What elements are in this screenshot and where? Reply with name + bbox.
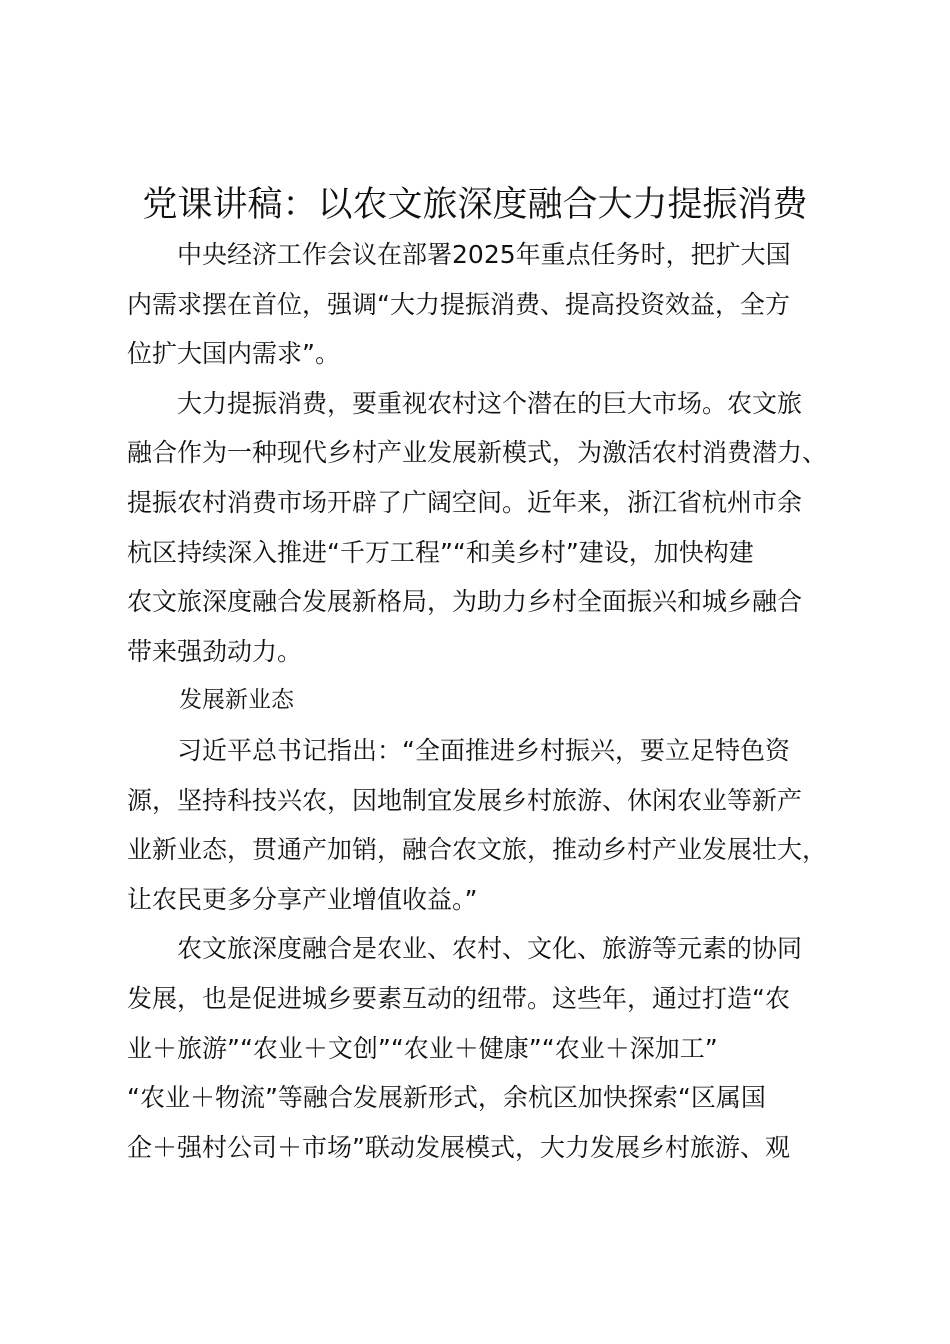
paragraph-3 — [127, 726, 837, 924]
paragraph-line: 发展，也是促进城乡要素互动的纽带。这些年，通过打造“农 — [127, 983, 790, 1013]
paragraph-line: 农文旅深度融合发展新格局，为助力乡村全面振兴和城乡融合 — [127, 587, 803, 617]
paragraph-4 — [127, 924, 837, 1172]
paragraph-line: 业新业态，贯通产加销，融合农文旅，推动乡村产业发展壮大， — [127, 835, 828, 865]
paragraph-line: 带来强劲动力。 — [127, 636, 303, 666]
paragraph-2 — [127, 379, 837, 677]
paragraph-line: 内需求摆在首位，强调“大力提振消费、提高投资效益，全方 — [127, 289, 790, 319]
paragraph-line: 大力提振消费，要重视农村这个潜在的巨大市场。农文旅 — [177, 388, 803, 418]
paragraph-line: 融合作为一种现代乡村产业发展新模式，为激活农村消费潜力、 — [127, 438, 828, 468]
paragraph-line: “农业＋物流”等融合发展新形式，余杭区加快探索“区属国 — [127, 1083, 766, 1113]
paragraph-line: 杭区持续深入推进“千万工程”“和美乡村”建设，加快构建 — [127, 537, 754, 567]
document-body — [127, 230, 837, 1172]
paragraph-1 — [127, 230, 837, 379]
paragraph-line: 习近平总书记指出：“全面推进乡村振兴，要立足特色资 — [177, 735, 790, 765]
paragraph-line: 源，坚持科技兴农，因地制宜发展乡村旅游、休闲农业等新产 — [127, 785, 803, 815]
section-heading: 发展新业态 — [179, 687, 294, 714]
paragraph-line: 企＋强村公司＋市场”联动发展模式，大力发展乡村旅游、观 — [127, 1132, 790, 1162]
document-title: 党课讲稿：以农文旅深度融合大力提振消费 — [142, 185, 808, 225]
paragraph-line: 提振农村消费市场开辟了广阔空间。近年来，浙江省杭州市余 — [127, 487, 803, 517]
paragraph-line: 位扩大国内需求”。 — [127, 339, 340, 369]
paragraph-line: 中央经济工作会议在部署2025年重点任务时，把扩大国 — [177, 240, 791, 269]
paragraph-line: 农文旅深度融合是农业、农村、文化、旅游等元素的协同 — [177, 934, 803, 964]
paragraph-line: 让农民更多分享产业增值收益。” — [127, 884, 478, 914]
paragraph-line: 业＋旅游”“农业＋文创”“农业＋健康”“农业＋深加工” — [127, 1033, 718, 1063]
